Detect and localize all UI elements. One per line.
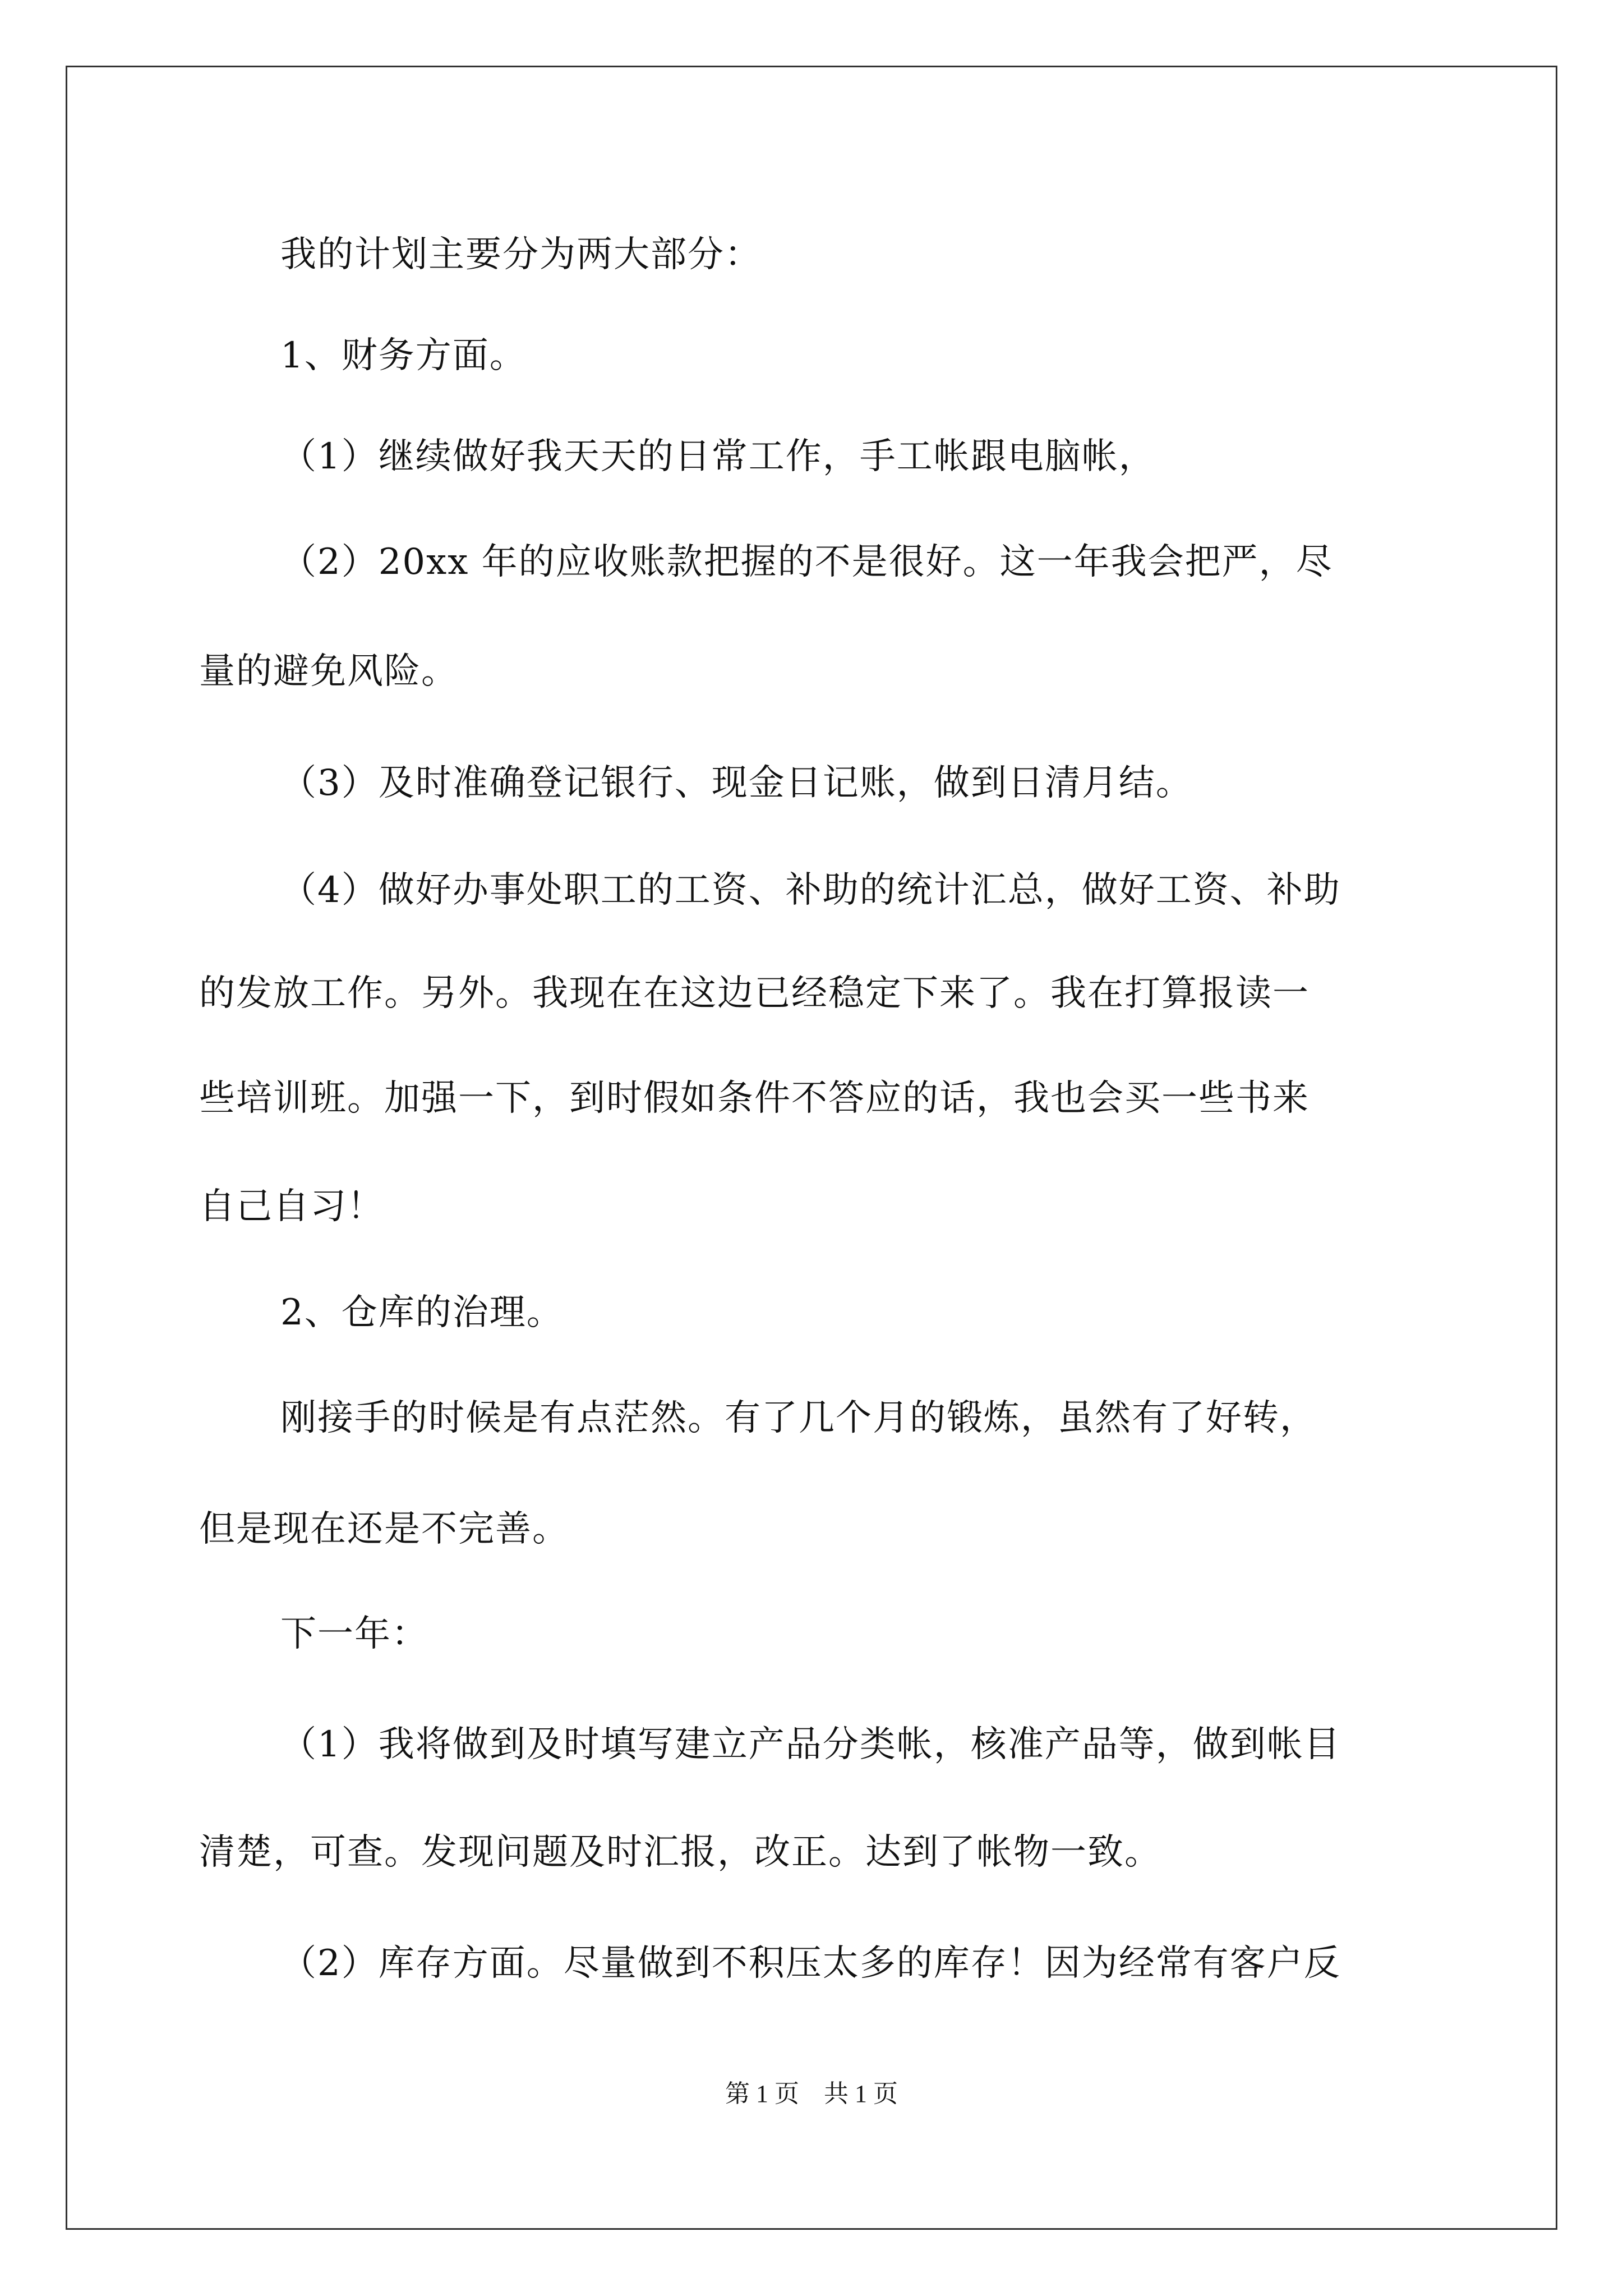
text-line-finance-2b: 量的避免风险。 <box>199 651 458 692</box>
text-line-finance-4d: 自己自习！ <box>199 1186 384 1227</box>
text-line-next-year: 下一年： <box>280 1613 428 1655</box>
text-line-finance-2a: （2）20xx 年的应收账款把握的不是很好。这一年我会把严，尽 <box>280 541 1333 583</box>
text-line-plan-2: （2）库存方面。尽量做到不积压太多的库存！因为经常有客户反 <box>280 1943 1341 1984</box>
heading-finance: 1、财务方面。 <box>280 335 527 376</box>
page-border <box>66 66 1557 2230</box>
text-line-plan-1a: （1）我将做到及时填写建立产品分类帐，核准产品等，做到帐目 <box>280 1724 1341 1765</box>
text-line-finance-1: （1）继续做好我天天的日常工作，手工帐跟电脑帐， <box>280 436 1156 477</box>
heading-warehouse: 2、仓库的治理。 <box>280 1292 564 1333</box>
text-line-intro: 我的计划主要分为两大部分： <box>280 234 762 275</box>
text-line-finance-4b: 的发放工作。另外。我现在在这边已经稳定下来了。我在打算报读一 <box>199 973 1310 1014</box>
text-line-warehouse-1b: 但是现在还是不完善。 <box>199 1508 569 1550</box>
page-footer: 第 1 页 共 1 页 <box>725 2080 898 2108</box>
text-line-finance-3: （3）及时准确登记银行、现金日记账，做到日清月结。 <box>280 762 1193 804</box>
text-line-plan-1b: 清楚，可查。发现问题及时汇报，改正。达到了帐物一致。 <box>199 1832 1161 1873</box>
text-line-finance-4a: （4）做好办事处职工的工资、补助的统计汇总，做好工资、补助 <box>280 869 1341 911</box>
text-line-warehouse-1a: 刚接手的时候是有点茫然。有了几个月的锻炼，虽然有了好转， <box>280 1397 1317 1439</box>
text-line-finance-4c: 些培训班。加强一下，到时假如条件不答应的话，我也会买一些书来 <box>199 1078 1310 1119</box>
